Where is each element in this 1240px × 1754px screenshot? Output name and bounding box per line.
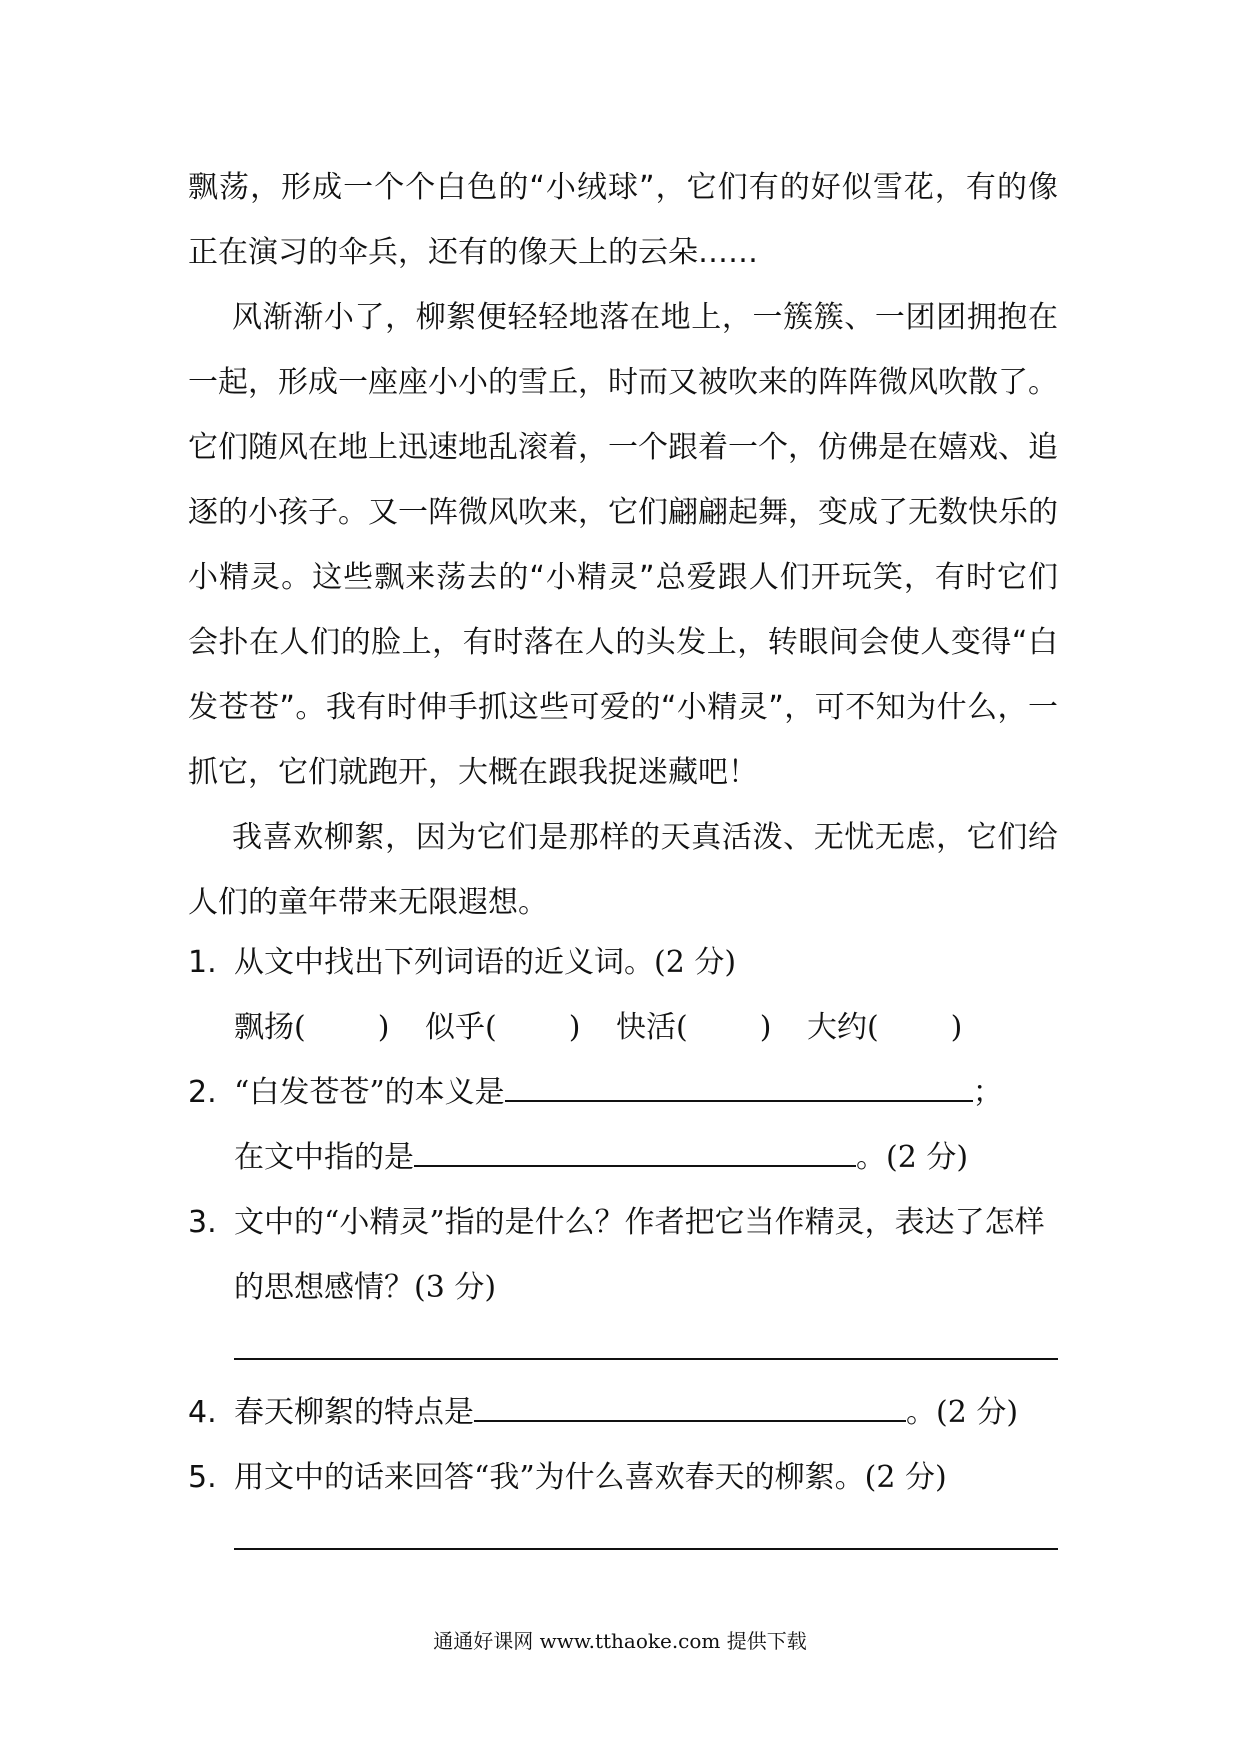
question-2 <box>188 1060 1058 1125</box>
passage-paragraph-1: 飘荡，形成一个个白色的“小绒球”，它们有的好似雪花，有的像正在演习的伞兵，还有的像天上的云朵…… <box>188 170 1058 270</box>
question-3-answer-area <box>188 1320 1058 1380</box>
question-5 <box>188 1445 1058 1510</box>
paren-close: ) <box>568 1010 581 1045</box>
question-4 <box>188 1380 1058 1445</box>
word-label: 快活( <box>615 1010 688 1045</box>
question-number: 3. <box>188 1205 217 1240</box>
word-label: 大约( <box>806 1010 879 1045</box>
question-text: 的思想感情？(3 分) <box>234 1270 497 1305</box>
question-text: 用文中的话来回答“我”为什么喜欢春天的柳絮。(2 分) <box>234 1460 947 1495</box>
paren-close: ) <box>950 1010 963 1045</box>
question-text: 文中的“小精灵”指的是什么？作者把它当作精灵，表达了怎样 <box>234 1205 1045 1240</box>
answer-line[interactable] <box>234 1548 1058 1550</box>
paren-close: ) <box>759 1010 772 1045</box>
paren-close: ) <box>377 1010 390 1045</box>
answer-blank[interactable] <box>474 1386 906 1422</box>
score-note: 。(2 分) <box>906 1395 1019 1430</box>
question-5-answer-area <box>188 1510 1058 1570</box>
punctuation: ； <box>972 1075 1003 1110</box>
question-number: 1. <box>188 945 217 980</box>
word-label: 飘扬( <box>234 1010 306 1045</box>
answer-blank[interactable] <box>414 1131 856 1167</box>
question-number: 2. <box>188 1075 217 1110</box>
passage-paragraph-2: 风渐渐小了，柳絮便轻轻地落在地上，一簇簇、一团团拥抱在一起，形成一座座小小的雪丘，时而又被吹来的阵阵微风吹散了。它们随风在地上迅速地乱滚着，一个跟着一个，仿佛是在嬉戏、追逐的小孩子。又一阵微风吹来，它们翩翩起舞，变成了无数快乐的小精灵。这些飘来荡去的“小精灵”总爱跟人们开玩笑，有时它们会扑在人们的脸上，有时落在人的头发上，转眼间会使人变得“白发苍苍”。我有时伸手抓这些可爱的“小精灵”，可不知为什么，一抓它，它们就跑开，大概在跟我捉迷藏吧！ <box>188 300 1058 790</box>
question-number: 5. <box>188 1460 217 1495</box>
question-1-words <box>188 995 1058 1060</box>
question-2-part-b <box>188 1125 1058 1190</box>
reading-passage <box>188 155 1058 935</box>
score-note: 。(2 分) <box>856 1140 969 1175</box>
synonym-item-3 <box>616 995 771 1060</box>
question-text: 在文中指的是 <box>234 1140 414 1175</box>
synonym-item-1 <box>234 995 389 1060</box>
synonym-item-2 <box>425 995 580 1060</box>
question-text: “白发苍苍”的本义是 <box>234 1075 505 1110</box>
question-text: 从文中找出下列词语的近义词。(2 分) <box>234 945 737 980</box>
page-footer: 通通好课网 www.tthaoke.com 提供下载 <box>433 1629 807 1653</box>
synonym-item-4 <box>807 995 962 1060</box>
passage-paragraph-3: 我喜欢柳絮，因为它们是那样的天真活泼、无忧无虑，它们给人们的童年带来无限遐想。 <box>188 820 1058 920</box>
question-number: 4. <box>188 1395 217 1430</box>
question-3-line-2 <box>188 1255 1058 1320</box>
question-text: 春天柳絮的特点是 <box>234 1395 474 1430</box>
question-3 <box>188 1190 1058 1255</box>
question-list <box>188 930 1058 1570</box>
word-label: 似乎( <box>424 1010 497 1045</box>
answer-blank[interactable] <box>505 1066 973 1102</box>
answer-line[interactable] <box>234 1358 1058 1360</box>
question-1 <box>188 930 1058 995</box>
